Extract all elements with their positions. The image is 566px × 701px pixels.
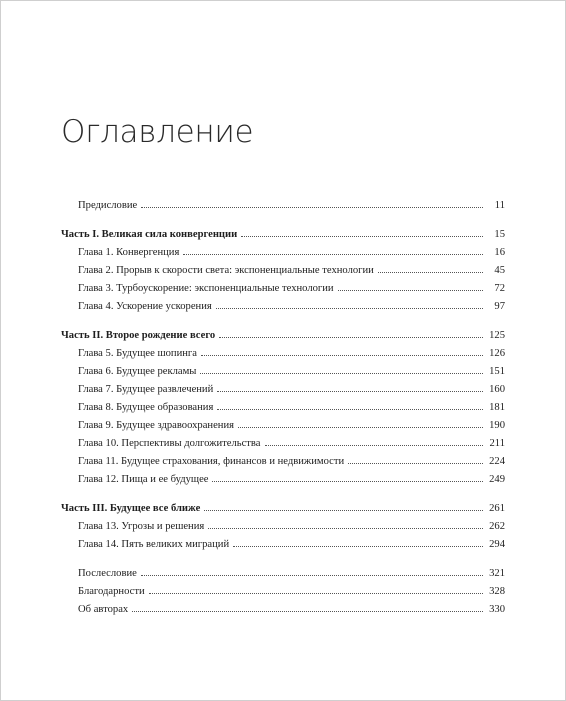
toc-page-number: 224 — [489, 456, 505, 467]
dot-leader — [141, 575, 483, 576]
dot-leader — [233, 546, 483, 547]
toc-page-number: 211 — [489, 438, 505, 449]
toc-part-2[interactable] — [61, 327, 505, 345]
toc-entry-label: Часть I. Великая сила конвергенции — [61, 229, 238, 240]
toc-entry-acknowledgments[interactable] — [61, 583, 505, 601]
toc-page-number: 126 — [489, 348, 505, 359]
toc-entry-label: Глава 8. Будущее образования — [78, 402, 214, 413]
toc-page-number: 261 — [489, 503, 505, 514]
dot-leader — [212, 481, 483, 482]
toc-entry-label: Часть II. Второе рождение всего — [61, 330, 216, 341]
toc-page-number: 11 — [494, 200, 505, 211]
toc-page-number: 294 — [489, 539, 505, 550]
dot-leader — [348, 463, 483, 464]
toc-chapter-7[interactable] — [61, 381, 505, 399]
dot-leader — [241, 236, 483, 237]
toc-entry-label: Благодарности — [78, 586, 145, 597]
table-of-contents — [61, 197, 505, 619]
dot-leader — [201, 355, 483, 356]
toc-page-number: 262 — [489, 521, 505, 532]
toc-entry-label: Об авторах — [78, 604, 129, 615]
dot-leader — [141, 207, 483, 208]
toc-page-number: 249 — [489, 474, 505, 485]
dot-leader — [238, 427, 483, 428]
dot-leader — [265, 445, 484, 446]
toc-page-number: 72 — [494, 283, 505, 294]
dot-leader — [217, 391, 483, 392]
toc-chapter-2[interactable] — [61, 262, 505, 280]
toc-chapter-4[interactable] — [61, 298, 505, 316]
toc-entry-label: Глава 3. Турбоускорение: экспоненциальные технологии — [78, 283, 334, 294]
dot-leader — [216, 308, 483, 309]
toc-entry-label: Глава 1. Конвергенция — [78, 247, 180, 258]
dot-leader — [149, 593, 483, 594]
toc-page-number: 97 — [494, 301, 505, 312]
dot-leader — [219, 337, 483, 338]
toc-chapter-14[interactable] — [61, 536, 505, 554]
toc-entry-label: Глава 12. Пища и ее будущее — [78, 474, 209, 485]
toc-entry-preface[interactable] — [61, 197, 505, 215]
toc-chapter-3[interactable] — [61, 280, 505, 298]
toc-page-number: 330 — [489, 604, 505, 615]
toc-chapter-12[interactable] — [61, 471, 505, 489]
toc-entry-label: Глава 5. Будущее шопинга — [78, 348, 197, 359]
toc-entry-label: Предисловие — [78, 200, 138, 211]
toc-entry-label: Послесловие — [78, 568, 137, 579]
toc-part-1[interactable] — [61, 226, 505, 244]
toc-page-number: 125 — [489, 330, 505, 341]
toc-part-3[interactable] — [61, 500, 505, 518]
toc-page-number: 328 — [489, 586, 505, 597]
toc-chapter-6[interactable] — [61, 363, 505, 381]
toc-chapter-8[interactable] — [61, 399, 505, 417]
toc-page-number: 160 — [489, 384, 505, 395]
toc-page-number: 181 — [489, 402, 505, 413]
toc-page-number: 45 — [494, 265, 505, 276]
toc-chapter-9[interactable] — [61, 417, 505, 435]
toc-entry-label: Глава 13. Угрозы и решения — [78, 521, 205, 532]
dot-leader — [208, 528, 483, 529]
toc-page-number: 190 — [489, 420, 505, 431]
toc-entry-label: Глава 10. Перспективы долгожительства — [78, 438, 261, 449]
toc-entry-label: Глава 7. Будущее развлечений — [78, 384, 214, 395]
toc-entry-label: Часть III. Будущее все ближе — [61, 503, 201, 514]
toc-entry-label: Глава 14. Пять великих миграций — [78, 539, 230, 550]
toc-entry-label: Глава 4. Ускорение ускорения — [78, 301, 212, 312]
toc-page-number: 151 — [489, 366, 505, 377]
dot-leader — [200, 373, 483, 374]
toc-chapter-1[interactable] — [61, 244, 505, 262]
dot-leader — [204, 510, 483, 511]
toc-chapter-5[interactable] — [61, 345, 505, 363]
page-title: Оглавление — [61, 114, 254, 150]
toc-entry-label: Глава 6. Будущее рекламы — [78, 366, 197, 377]
dot-leader — [217, 409, 483, 410]
toc-chapter-13[interactable] — [61, 518, 505, 536]
toc-entry-afterword[interactable] — [61, 565, 505, 583]
dot-leader — [183, 254, 483, 255]
dot-leader — [132, 611, 483, 612]
dot-leader — [338, 290, 483, 291]
toc-chapter-10[interactable] — [61, 435, 505, 453]
toc-page-number: 16 — [494, 247, 505, 258]
dot-leader — [378, 272, 483, 273]
toc-entry-about-authors[interactable] — [61, 601, 505, 619]
toc-page-number: 15 — [494, 229, 505, 240]
toc-chapter-11[interactable] — [61, 453, 505, 471]
toc-entry-label: Глава 11. Будущее страхования, финансов и недвижимости — [78, 456, 345, 467]
toc-entry-label: Глава 9. Будущее здравоохранения — [78, 420, 234, 431]
toc-page-number: 321 — [489, 568, 505, 579]
toc-entry-label: Глава 2. Прорыв к скорости света: экспоненциальные технологии — [78, 265, 374, 276]
